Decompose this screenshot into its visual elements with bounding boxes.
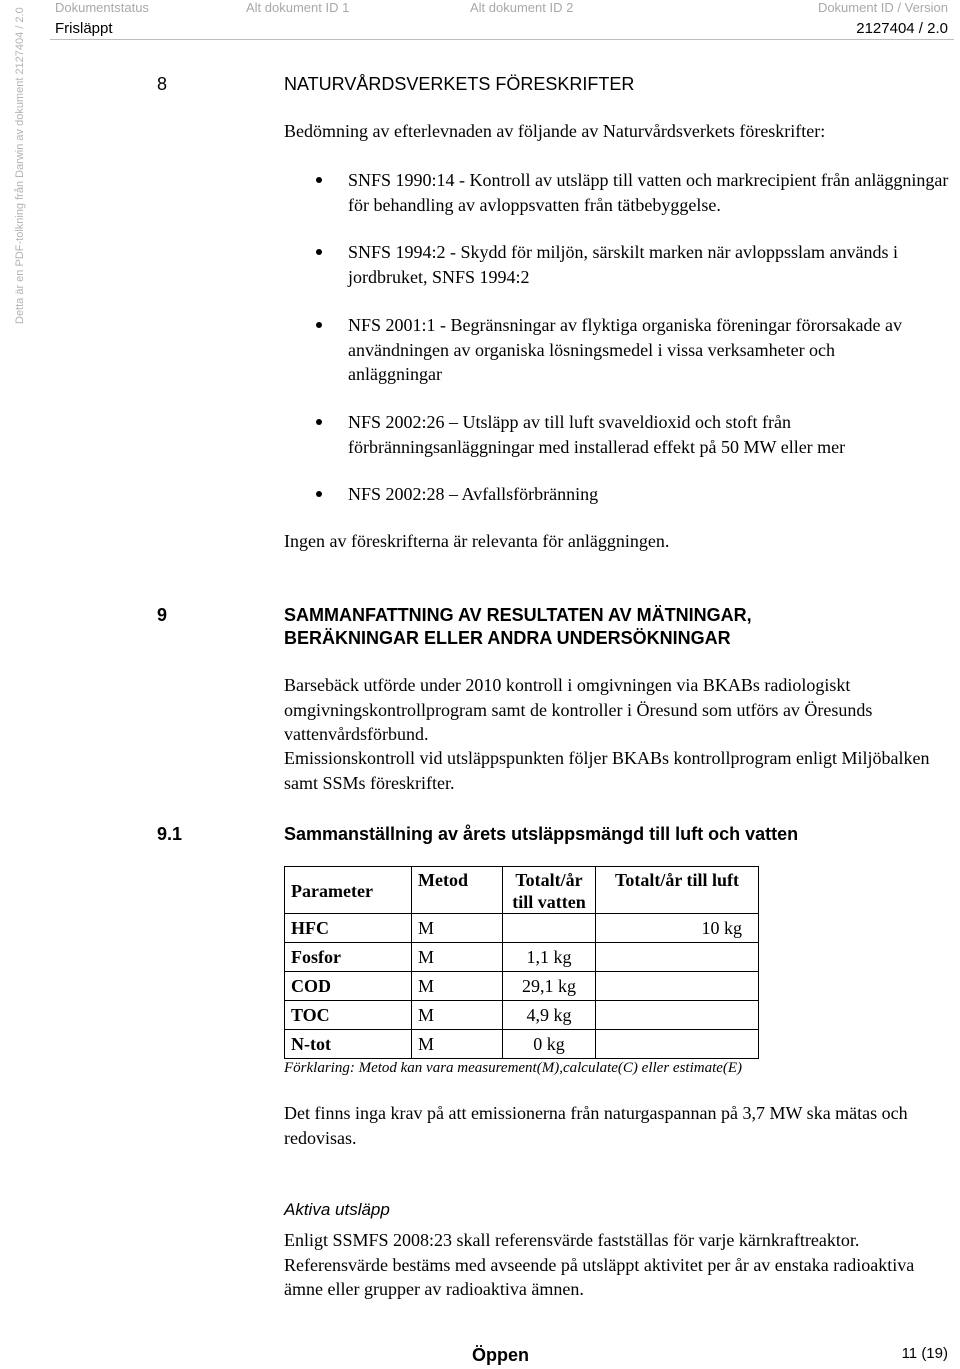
bullet-marker: [316, 491, 322, 497]
table-cell: [596, 1030, 759, 1059]
section-8-intro: Bedömning av efterlevnaden av följande av Naturvårdsverkets föreskrifter:: [284, 121, 826, 141]
side-provenance-note: Detta är en PDF-tolkning från Darwin av dokument 2127404 / 2.0: [14, 7, 26, 324]
table-cell: M: [412, 972, 503, 1001]
aktiva-utslapp-paragraph: Enligt SSMFS 2008:23 skall referensvärde fastställas för varje kärnkraftreaktor. Referensvärde bestäms med avseende på utsläppt aktivitet per år av enstaka radioaktiva ämne eller grupper av radioaktiva ämnen.: [284, 1230, 915, 1299]
section-9-paragraph-1: Barsebäck utförde under 2010 kontroll i omgivningen via BKABs radiologiskt omgivningskontrollprogram samt de kontroller i Öresund som utförs av Öresunds vattenvårdsförbund.: [284, 675, 873, 744]
table-cell: 0 kg: [503, 1030, 596, 1059]
footer-classification: Öppen: [472, 1345, 529, 1365]
table-caption: Förklaring: Metod kan vara measurement(M),calculate(C) eller estimate(E): [284, 1060, 743, 1076]
bullet-marker: [316, 177, 322, 183]
section-9-paragraph-2: Emissionskontroll vid utsläppspunkten följer BKABs kontrollprogram enligt Miljöbalken samt SSMs föreskrifter.: [284, 748, 930, 793]
bullet-item-nfs-2002-28: NFS 2002:28 – Avfallsförbränning: [348, 484, 599, 504]
section-8-title: NATURVÅRDSVERKETS FÖRESKRIFTER: [284, 74, 635, 94]
table-cell: [503, 914, 596, 943]
header-label-alt-id-2: Alt dokument ID 2: [470, 0, 574, 15]
table-header-row: [285, 867, 759, 914]
table-cell: 10 kg: [596, 914, 759, 943]
table-header-cell: Metod: [412, 867, 503, 914]
table-cell: 29,1 kg: [503, 972, 596, 1001]
bullet-item-snfs-1990-14: SNFS 1990:14 - Kontroll av utsläpp till vatten och markrecipient från anläggningar för behandling av avloppsvatten från tätbebyggelse.: [348, 170, 949, 215]
table-row: [285, 1030, 759, 1059]
table-cell: [596, 1001, 759, 1030]
header-label-doc-id: Dokument ID / Version: [817, 0, 948, 15]
table-cell: M: [412, 914, 503, 943]
bullet-item-nfs-2001-1: NFS 2001:1 - Begränsningar av flyktiga organiska föreningar förorsakade av användningen av organiska lösningsmedel i vissa verksamheter och anläggningar: [348, 315, 903, 384]
table-header-cell: Parameter: [285, 867, 412, 914]
table-cell: M: [412, 1030, 503, 1059]
bullet-marker: [316, 249, 322, 255]
bullet-marker: [316, 322, 322, 328]
table-cell: HFC: [285, 914, 412, 943]
table-cell: [596, 943, 759, 972]
section-9-1-title: Sammanställning av årets utsläppsmängd till luft och vatten: [284, 824, 799, 844]
table-cell: Fosfor: [285, 943, 412, 972]
section-9-1-number: 9.1: [157, 824, 183, 844]
header-divider: [50, 39, 954, 40]
header-doc-id-value: 2127404 / 2.0: [856, 20, 948, 37]
footer-page-number: 11 (19): [901, 1345, 948, 1362]
bullet-item-nfs-2002-26: NFS 2002:26 – Utsläpp av till luft svaveldioxid och stoft från förbränningsanläggningar med installerad effekt på 50 MW eller mer: [348, 412, 846, 457]
table-cell: M: [412, 943, 503, 972]
table-cell: 1,1 kg: [503, 943, 596, 972]
section-8-conclusion: Ingen av föreskrifterna är relevanta för anläggningen.: [284, 531, 670, 551]
emissions-table: [284, 866, 759, 1059]
section-9-title-line-1: SAMMANFATTNING AV RESULTATEN AV MÄTNINGAR,: [284, 605, 752, 625]
subheading-aktiva-utslapp: Aktiva utsläpp: [284, 1200, 390, 1219]
header-label-alt-id-1: Alt dokument ID 1: [246, 0, 350, 15]
section-8-number: 8: [157, 74, 168, 94]
table-header-cell: Totalt/år till vatten: [503, 867, 596, 914]
section-9-1-paragraph: Det finns inga krav på att emissionerna från naturgaspannan på 3,7 MW ska mätas och redovisas.: [284, 1103, 908, 1148]
table-cell: COD: [285, 972, 412, 1001]
section-9-number: 9: [157, 605, 168, 625]
table-row: [285, 914, 759, 943]
header-label-status: Dokumentstatus: [55, 0, 149, 15]
bullet-item-snfs-1994-2: SNFS 1994:2 - Skydd för miljön, särskilt marken när avloppsslam används i jordbruket, SNFS 1994:2: [348, 242, 898, 287]
table-cell: [596, 972, 759, 1001]
bullet-marker: [316, 419, 322, 425]
table-row: [285, 1001, 759, 1030]
table-cell: N-tot: [285, 1030, 412, 1059]
table-row: [285, 972, 759, 1001]
table-row: [285, 943, 759, 972]
table-cell: TOC: [285, 1001, 412, 1030]
table-cell: M: [412, 1001, 503, 1030]
header-status-value: Frisläppt: [55, 20, 113, 37]
table-cell: 4,9 kg: [503, 1001, 596, 1030]
table-header-cell: Totalt/år till luft: [596, 867, 759, 914]
section-9-title-line-2: BERÄKNINGAR ELLER ANDRA UNDERSÖKNINGAR: [284, 628, 731, 648]
